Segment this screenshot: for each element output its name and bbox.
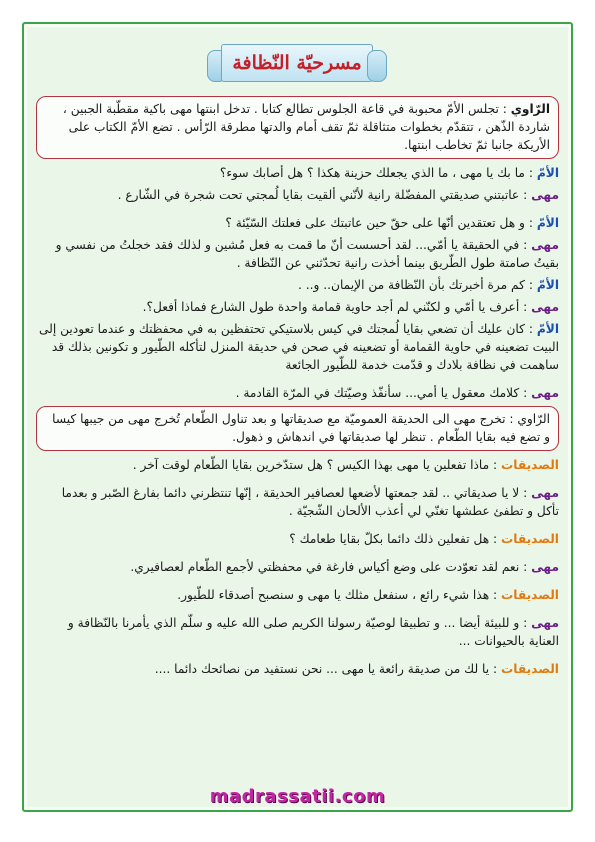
- speaker-name: مهى: [531, 560, 559, 574]
- speaker-separator: :: [524, 216, 537, 230]
- speaker-name: الصديقات: [501, 588, 559, 602]
- play-script: [36, 96, 559, 682]
- speaker-separator: :: [519, 616, 532, 630]
- narrator-box: [36, 96, 559, 159]
- dialogue-line: [36, 236, 559, 272]
- speaker-separator: :: [524, 322, 537, 336]
- dialogue-text: عاتبتني صديقتي المفضّلة رانية لأنّني ألقيت بقايا لُمجتي تحت شجرة في الشّارع .: [117, 188, 520, 202]
- speaker-name: الصديقات: [501, 662, 559, 676]
- dialogue-text: كلامك معقول يا أمي... سأنفّذ وصيّتك في المرّة القادمة .: [235, 386, 520, 400]
- dialogue-line: [36, 384, 559, 402]
- speaker-name: الأمّ: [536, 278, 559, 292]
- dialogue-text: يا لك من صديقة رائعة يا مهى ... نحن نستفيد من نصائحك دائما ....: [154, 662, 490, 676]
- dialogue-line: [36, 186, 559, 204]
- speaker-name: مهى: [531, 386, 559, 400]
- speaker-separator: :: [524, 278, 537, 292]
- speaker-separator: :: [519, 560, 532, 574]
- speaker-separator: :: [519, 486, 532, 500]
- dialogue-text: و هل تعتقدين أنّها على حقّ حين عاتبتك على فعلتك السّيّئة ؟: [225, 216, 525, 230]
- speaker-name: مهى: [531, 238, 559, 252]
- banner-scroll-right: [367, 50, 387, 82]
- speaker-separator: :: [519, 386, 532, 400]
- dialogue-text: لا يا صديقاتي .. لقد جمعتها لأضعها لعصافير الحديقة ، إنّها تنتظرني دائما بفارغ الصّبر و بعدما تأكل و تطفئ عطشها تغنّي لي أعذب الألحان الشّجيّة .: [61, 486, 559, 518]
- dialogue-line: [36, 214, 559, 232]
- dialogue-text: هل تفعلين ذلك دائما بكلّ بقايا طعامك ؟: [289, 532, 490, 546]
- dialogue-line: [36, 586, 559, 604]
- dialogue-text: كم مرة أخبرتك بأن النّظافة من الإيمان.. و.. .: [298, 278, 525, 292]
- speaker-name: مهى: [531, 188, 559, 202]
- dialogue-line: [36, 298, 559, 316]
- dialogue-line: [36, 456, 559, 474]
- dialogue-text: في الحقيقة يا أمّي... لقد أحسست أنّ ما قمت به فعل مُشين و لذلك فقد خجلتُ من نفسي و بقيتُ صامتة طول الطّريق بينما أخذت رانية تحدّثني عن النّظافة .: [55, 238, 559, 270]
- dialogue-text: هذا شيء رائع ، سنفعل مثلك يا مهى و سنصبح أصدقاء للطّيور.: [177, 588, 490, 602]
- speaker-name: الصديقات: [501, 458, 559, 472]
- dialogue-line: [36, 164, 559, 182]
- dialogue-line: [36, 276, 559, 294]
- dialogue-text: ما بك يا مهى ، ما الذي يجعلك حزينة هكذا ؟ هل أصابك سوء؟: [219, 166, 525, 180]
- dialogue-text: كان عليك أن تضعي بقايا لُمجتك في كيس بلاستيكي تحتفظين به في محفظتك و عندما تعودين إلى البيت تضعينه في حاوية القمامة أو تضعينه في صحن في حديقة المنزل لتأكله الطّيور و تكونين بذلك قد ساهمت في نظافة بلادك و قدّمت خدمة للطّيور الجائعة: [38, 322, 559, 372]
- title-banner: [207, 40, 387, 86]
- speaker-separator: :: [489, 458, 502, 472]
- speaker-separator: :: [489, 532, 502, 546]
- speaker-separator: :: [519, 238, 532, 252]
- speaker-name: مهى: [531, 486, 559, 500]
- narrator-box: [36, 406, 559, 451]
- site-watermark: madrassatii.com: [209, 786, 386, 807]
- speaker-separator: :: [489, 588, 502, 602]
- dialogue-line: [36, 660, 559, 678]
- dialogue-text: تخرج مهى الى الحديقة العموميّة مع صديقاتها و بعد تناول الطّعام تُخرج مهى من جيبها كيسا و تضع فيه بقايا الطّعام . تنظر لها صديقاتها في اندهاش و ذهول.: [52, 412, 550, 444]
- speaker-name: الأمّ: [536, 216, 559, 230]
- speaker-name: الأمّ: [536, 322, 559, 336]
- speaker-separator: :: [519, 188, 532, 202]
- dialogue-line: [36, 530, 559, 548]
- speaker-name: مهى: [531, 300, 559, 314]
- speaker-separator: :: [505, 412, 518, 426]
- page-title: مسرحيّة النّظافة: [232, 52, 362, 74]
- speaker-separator: :: [524, 166, 537, 180]
- dialogue-text: و للبيئة أيضا ... و تطبيقا لوصيّة رسولنا الكريم صلى الله عليه و سلّم الذي يأمرنا بالنّظافة و العناية بالحيوانات ...: [67, 616, 559, 648]
- speaker-name: مهى: [531, 616, 559, 630]
- dialogue-text: ماذا تفعلين يا مهى بهذا الكيس ؟ هل ستدّخرين بقايا الطّعام لوقت آخر .: [132, 458, 490, 472]
- dialogue-text: تجلس الأمّ محبوبة في قاعة الجلوس تطالع كتابا . تدخل ابنتها مهى باكية مقطّبة الجبين ، شاردة الذّهن ، تتقدّم بخطوات متثاقلة ثمّ تقف أمام والدتها مطرقة الرّأس . تضع الأمّ الكتاب على الأريكة جانبا ثمّ تخاطب ابنتها.: [62, 102, 550, 152]
- dialogue-line: [36, 484, 559, 520]
- speaker-name: الرّاوي: [517, 412, 550, 426]
- speaker-name: الرّاوي: [510, 102, 550, 116]
- dialogue-text: أعرف يا أمّي و لكنّني لم أجد حاوية قمامة واحدة طول الشارع فماذا أفعل؟.: [142, 300, 520, 314]
- speaker-separator: :: [489, 662, 502, 676]
- dialogue-line: [36, 614, 559, 650]
- speaker-name: الأمّ: [536, 166, 559, 180]
- speaker-name: الصديقات: [501, 532, 559, 546]
- dialogue-line: [36, 558, 559, 576]
- speaker-separator: :: [498, 102, 511, 116]
- speaker-separator: :: [519, 300, 532, 314]
- dialogue-line: [36, 320, 559, 374]
- dialogue-text: نعم لقد تعوّدت على وضع أكياس فارغة في محفظتي لأجمع الطّعام لعصافيري.: [130, 560, 520, 574]
